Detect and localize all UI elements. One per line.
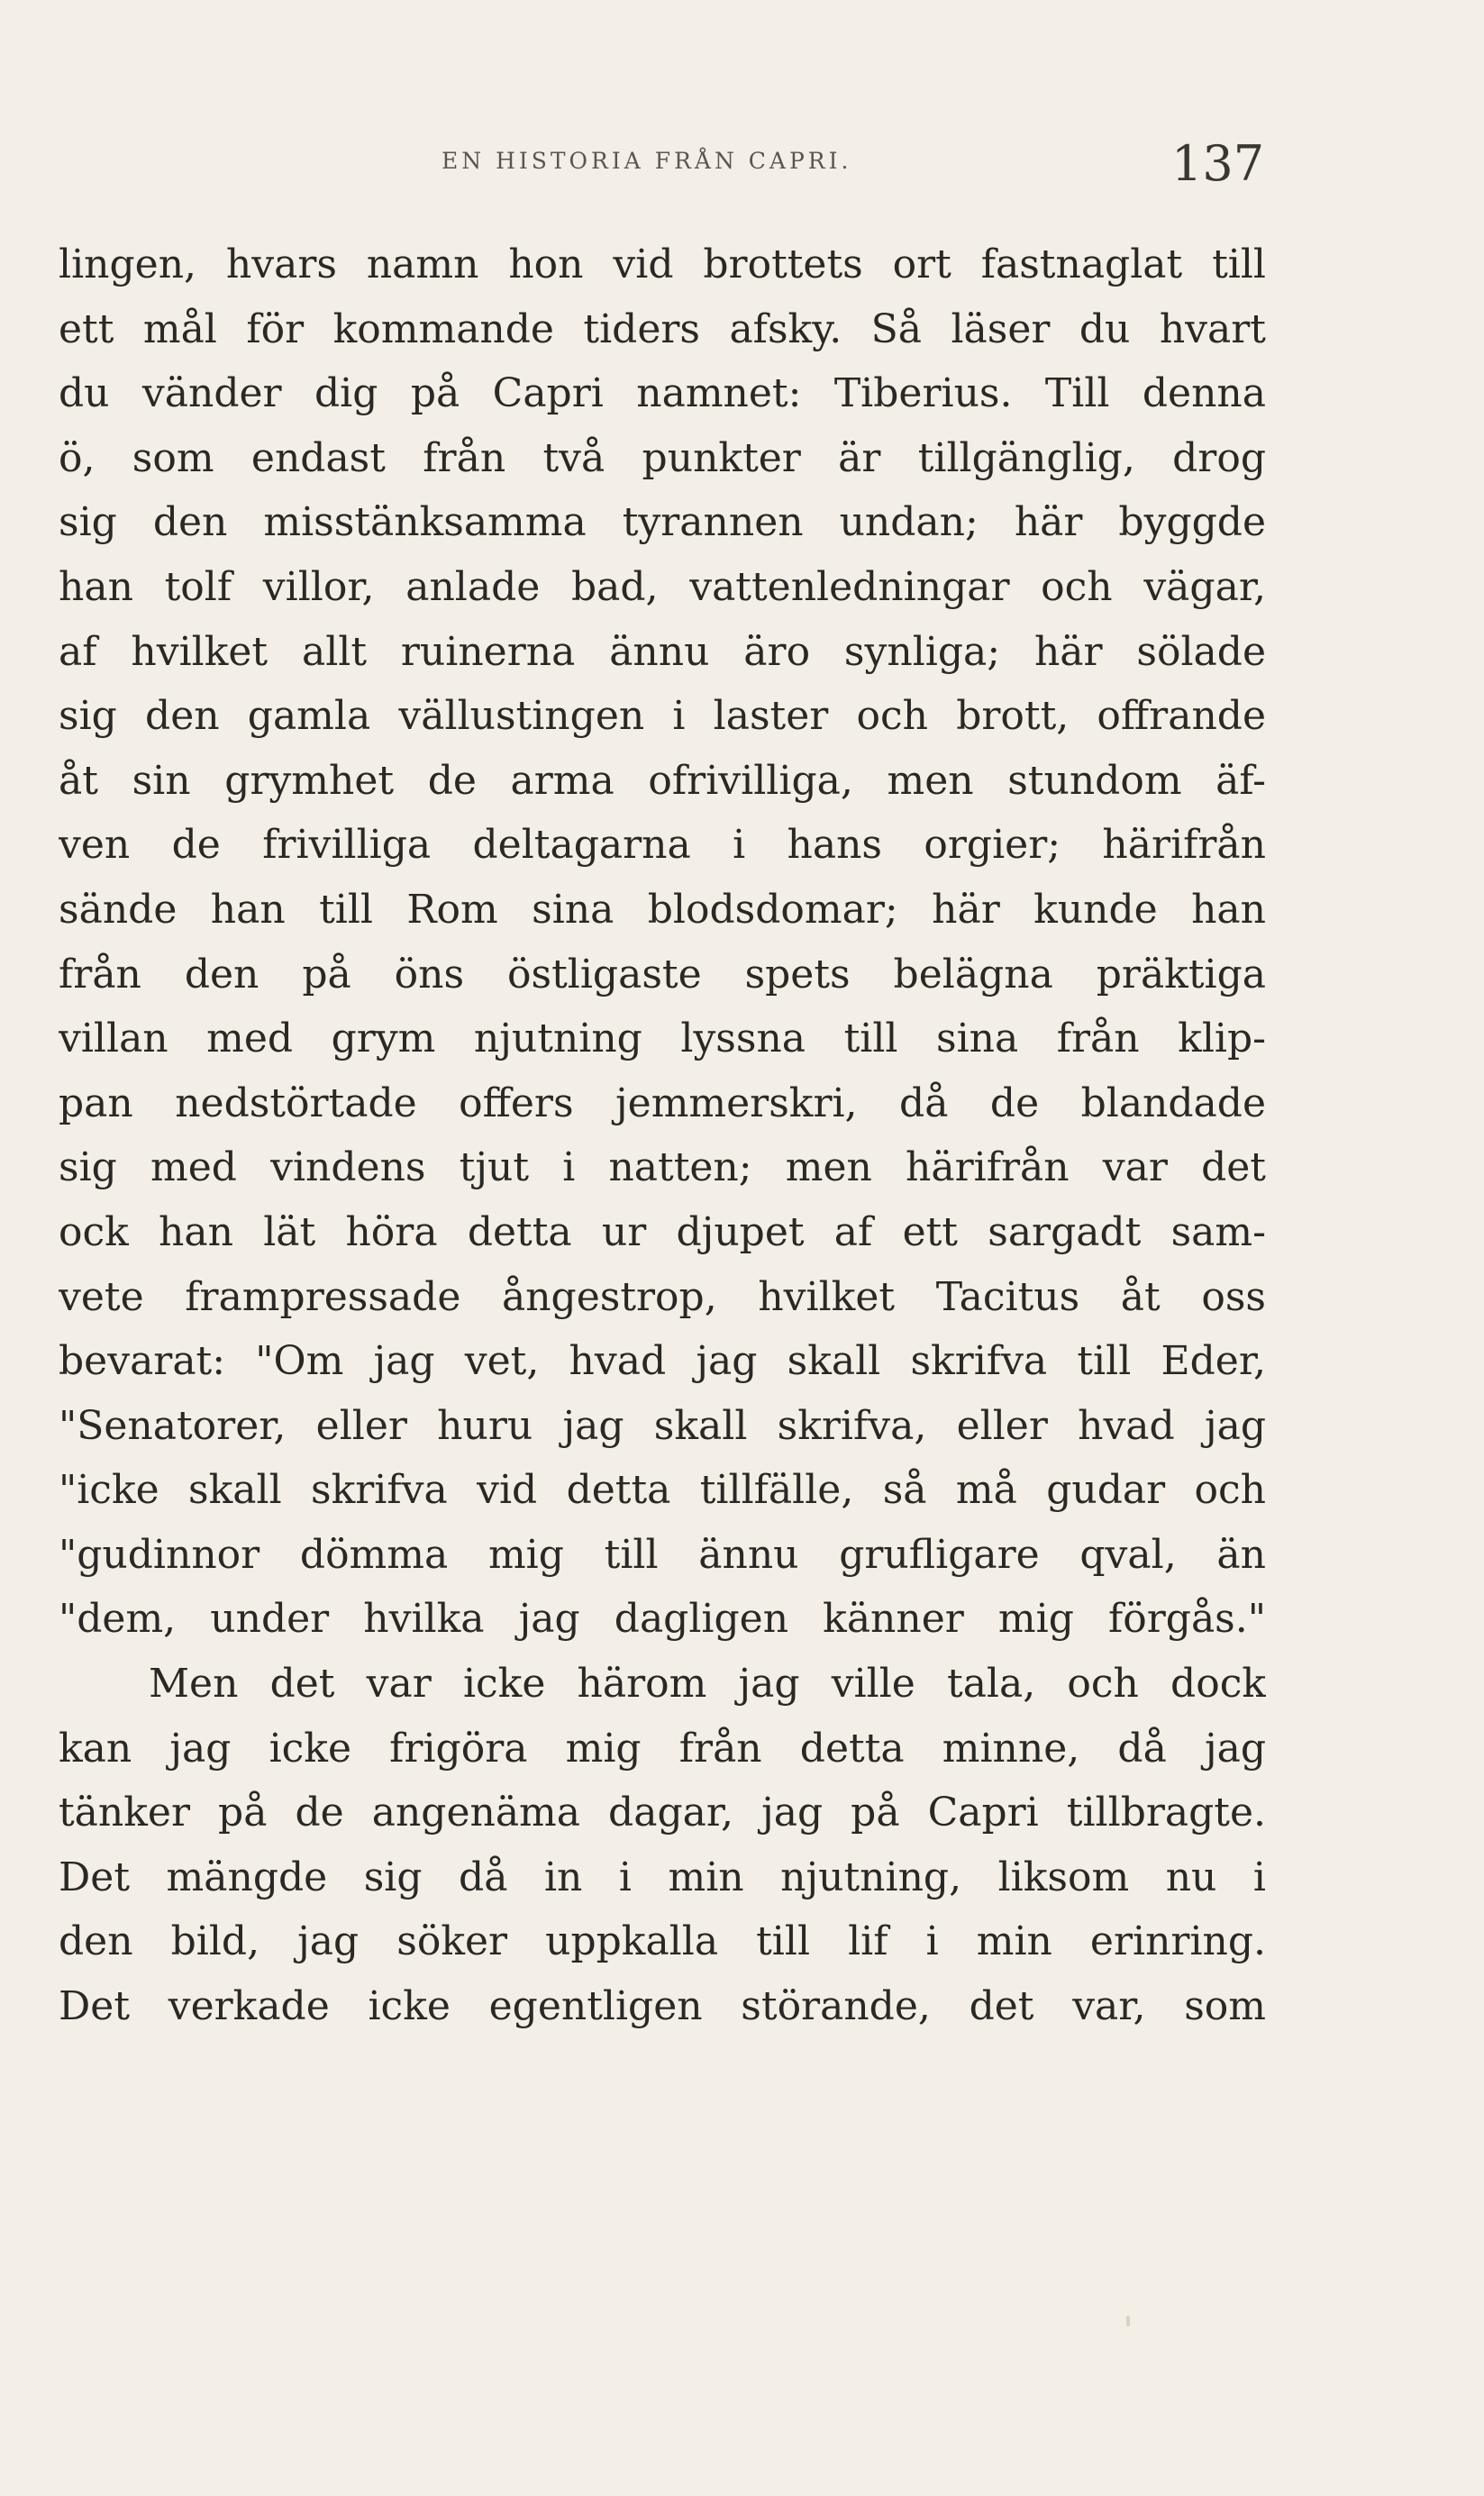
running-title: EN HISTORIA FRÅN CAPRI.	[442, 148, 852, 174]
text-line: sig med vindens tjut i natten; men härifrån var det	[59, 1144, 1266, 1191]
text-line: ven de frivilliga deltagarna i hans orgier; härifrån	[59, 822, 1266, 869]
text-line: vete frampressade ångestrop, hvilket Tacitus åt oss	[59, 1273, 1266, 1320]
text-line: "gudinnor dömma mig till ännu grufligare qval, än	[59, 1531, 1266, 1578]
text-line: från den på öns östligaste spets belägna präktiga	[59, 951, 1266, 997]
page-number: 137	[1171, 135, 1265, 192]
text-line: åt sin grymhet de arma ofrivilliga, men stundom äf-	[59, 757, 1266, 804]
text-line: den bild, jag söker uppkalla till lif i min erinring.	[59, 1918, 1266, 1965]
body-text	[59, 232, 1266, 2039]
text-line: bevarat: "Om jag vet, hvad jag skall skrifva till Eder,	[59, 1338, 1266, 1385]
text-line: kan jag icke frigöra mig från detta minne, då jag	[59, 1725, 1266, 1772]
text-line: "icke skall skrifva vid detta tillfälle, så må gudar och	[59, 1467, 1266, 1514]
text-line: ock han lät höra detta ur djupet af ett sargadt sam-	[59, 1208, 1266, 1255]
text-line: Men det var icke härom jag ville tala, och dock	[149, 1661, 1266, 1708]
text-line: af hvilket allt ruinerna ännu äro synliga; här sölade	[59, 628, 1266, 675]
text-line: ett mål för kommande tiders afsky. Så läser du hvart	[59, 305, 1266, 352]
text-line: lingen, hvars namn hon vid brottets ort fastnaglat till	[59, 241, 1266, 287]
text-line: villan med grym njutning lyssna till sina från klip-	[59, 1016, 1266, 1062]
text-line: sig den gamla vällustingen i laster och brott, offrande	[59, 693, 1266, 740]
text-line: tänker på de angenäma dagar, jag på Capri tillbragte.	[59, 1790, 1266, 1836]
text-line: "Senatorer, eller huru jag skall skrifva, eller hvad jag	[59, 1402, 1266, 1449]
text-line: Det mängde sig då in i min njutning, liksom nu i	[59, 1854, 1266, 1900]
text-line: Det verkade icke egentligen störande, det var, som	[59, 1983, 1266, 2030]
text-line: han tolf villor, anlade bad, vattenledningar och vägar,	[59, 563, 1266, 610]
text-line: ö, som endast från två punkter är tillgänglig, drog	[59, 434, 1266, 481]
text-line: du vänder dig på Capri namnet: Tiberius. Till denna	[59, 370, 1266, 417]
running-head	[0, 135, 1484, 192]
text-line: sände han till Rom sina blodsdomar; här kunde han	[59, 886, 1266, 933]
paper-speck	[1126, 2316, 1130, 2327]
text-line: sig den misstänksamma tyrannen undan; här byggde	[59, 499, 1266, 546]
text-line: pan nedstörtade offers jemmerskri, då de blandade	[59, 1079, 1266, 1126]
text-line: "dem, under hvilka jag dagligen känner mig förgås."	[59, 1596, 1266, 1643]
